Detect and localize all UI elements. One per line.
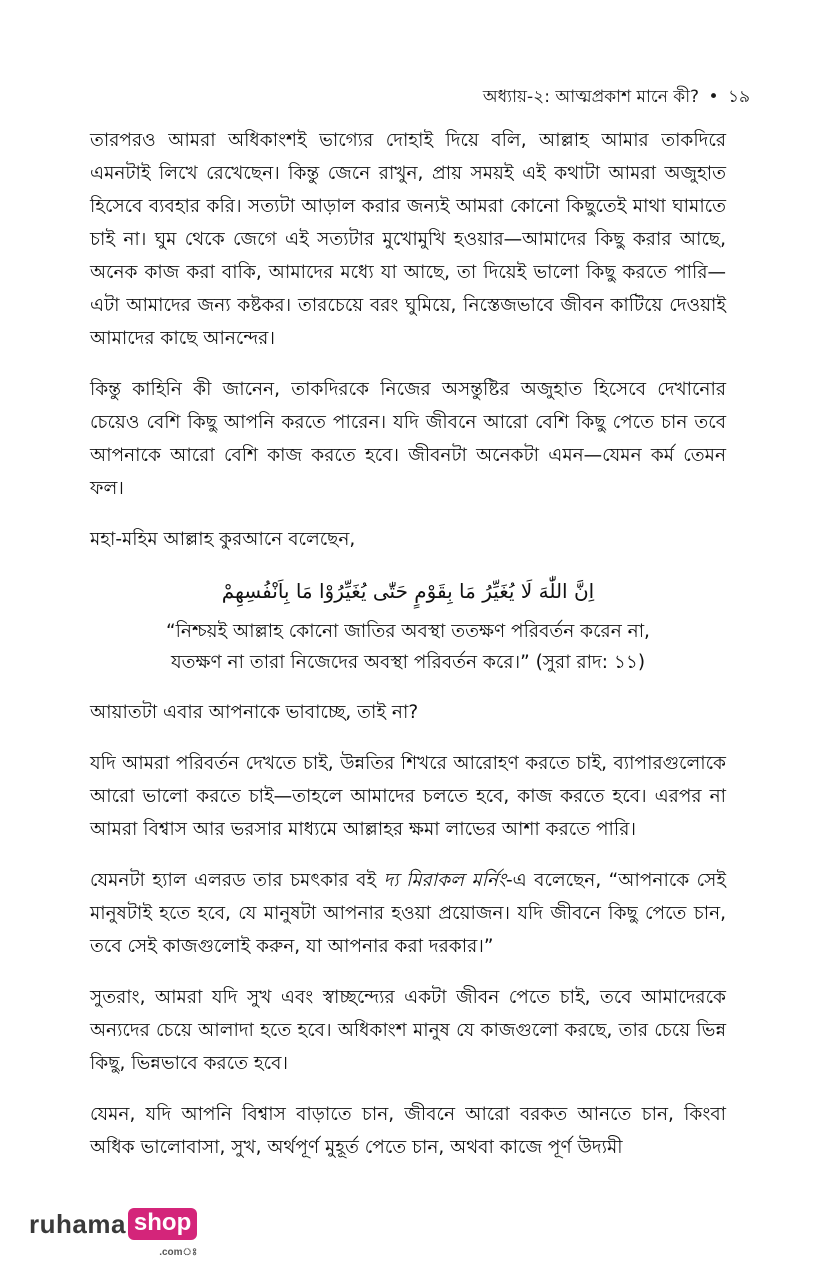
paragraph: যদি আমরা পরিবর্তন দেখতে চাই, উন্নতির শিখরে আরোহণ করতে চাই, ব্যাপারগুলোকে আরো ভালো করতে চাই—তাহলে আমাদের চলতে হবে, কাজ করতে হবে। এরপর না আমরা বিশ্বাস আর ভরসার মাধ্যমে আল্লাহর ক্ষমা লাভের আশা করতে পারি।: [90, 753, 726, 840]
quote-line: “নিশ্চয়ই আল্লাহ কোনো জাতির অবস্থা ততক্ষণ পরিবর্তন করেন না,: [166, 621, 650, 642]
chapter-title: অধ্যায়-২: আত্মপ্রকাশ মানে কী?: [482, 87, 700, 107]
logo-dotcom-text: .comঃ: [159, 1247, 198, 1258]
body-text: [90, 124, 726, 1182]
logo-shop-badge: [128, 1208, 198, 1258]
arabic-verse: اِنَّ اللّٰهَ لَا يُغَيِّرُ مَا بِقَوْمٍ حَتّٰى يُغَيِّرُوْا مَا بِاَنْفُسِهِمْ: [221, 579, 595, 603]
paragraph: যেমন, যদি আপনি বিশ্বাস বাড়াতে চান, জীবনে আরো বরকত আনতে চান, কিংবা অধিক ভালোবাসা, সুখ, অর্থপূর্ণ মুহূর্ত পেতে চান, অথবা কাজে পূর্ণ উদ্যমী: [90, 1104, 726, 1158]
logo-shop-text: shop: [133, 1209, 192, 1236]
paragraph: কিন্তু কাহিনি কী জানেন, তাকদিরকে নিজের অসন্তুষ্টির অজুহাত হিসেবে দেখানোর চেয়েও বেশি কিছু আপনি করতে পারেন। যদি জীবনে আরো বেশি কিছু পেতে চান তবে আপনাকে আরো বেশি কাজ করতে হবে। জীবনটা অনেকটা এমন—যেমন কর্ম তেমন ফল।: [90, 379, 726, 499]
logo-ruhama-text: ruhama: [29, 1208, 126, 1239]
paragraph: তারপরও আমরা অধিকাংশই ভাগ্যের দোহাই দিয়ে বলি, আল্লাহ আমার তাকদিরে এমনটাই লিখে রেখেছেন। কিন্তু জেনে রাখুন, প্রায় সময়ই এই কথাটা আমরা অজুহাত হিসেবে ব্যবহার করি। সত্যটা আড়াল করার জন্যই আমরা কোনো কিছুতেই মাথা ঘামাতে চাই না। ঘুম থেকে জেগে এই সত্যটার মুখোমুখি হওয়ার—আমাদের কিছু করার আছে, অনেক কাজ করা বাকি, আমাদের মধ্যে যা আছে, তা দিয়েই ভালো কিছু করতে পারি—এটা আমাদের জন্য কষ্টকর। তারচেয়ে বরং ঘুমিয়ে, নিস্তেজভাবে জীবন কাটিয়ে দেওয়াই আমাদের কাছে আনন্দের।: [90, 130, 726, 349]
ruhamashop-logo: [29, 1208, 198, 1258]
paragraph: আয়াতটা এবার আপনাকে ভাবাচ্ছে, তাই না?: [90, 702, 419, 723]
book-quote-intro: যেমনটা হ্যাল এলরড তার চমৎকার বই: [90, 870, 384, 891]
verse-translation: [90, 616, 726, 678]
running-header: [483, 84, 750, 112]
book-title: দ্য মিরাকল মর্নিং: [383, 870, 506, 891]
paragraph: মহা-মহিম আল্লাহ কুরআনে বলেছেন,: [90, 529, 356, 550]
quote-line: যতক্ষণ না তারা নিজেদের অবস্থা পরিবর্তন করে।” (সুরা রাদ: ১১): [170, 652, 646, 673]
header-bullet: •: [708, 87, 719, 107]
book-quote-text: -এ বলেছেন, “আপনাকে সেই মানুষটাই হতে হবে, যে মানুষটা আপনার হওয়া প্রয়োজন। যদি জীবনে কিছু পেতে চান, তবে সেই কাজগুলোই করুন, যা আপনার করা দরকার।”: [90, 870, 726, 957]
paragraph: সুতরাং, আমরা যদি সুখ এবং স্বাচ্ছন্দ্যের একটা জীবন পেতে চাই, তবে আমাদেরকে অন্যদের চেয়ে আলাদা হতে হবে। অধিকাংশ মানুষ যে কাজগুলো করছে, তার চেয়ে ভিন্ন কিছু, ভিন্নভাবে করতে হবে।: [90, 987, 726, 1074]
paragraph-book-quote: [90, 864, 726, 963]
page-number: ১৯: [727, 87, 750, 107]
